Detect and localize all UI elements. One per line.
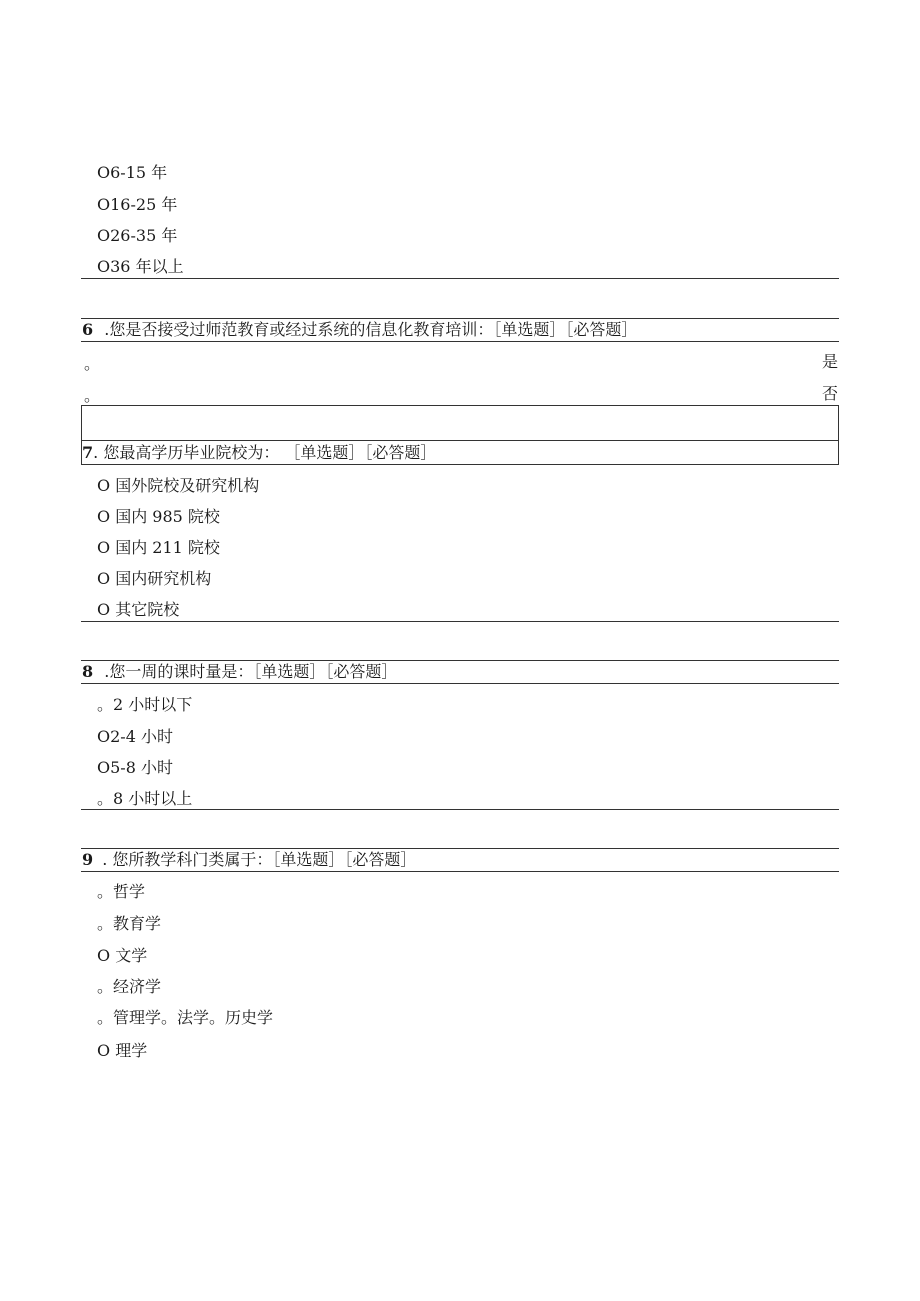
q9-option-1[interactable]: 。哲学 [97, 882, 146, 901]
q9-option-2[interactable]: 。教育学 [97, 914, 162, 933]
q6-title-divider [81, 341, 839, 342]
q9-option-4[interactable]: 。经济学 [97, 977, 162, 996]
q5-option-1[interactable]: O6-15 年 [97, 163, 168, 182]
q7-text: . 您最高学历毕业院校为： ［单选题］［必答题］ [93, 443, 437, 462]
q7-bottom-divider [81, 621, 839, 622]
q9-text: . 您所教学科门类属于：［单选题］［必答题］ [102, 850, 417, 869]
q9-option-5[interactable]: 。管理学。法学。历史学 [97, 1008, 274, 1027]
q7-option-1[interactable]: O 国外院校及研究机构 [97, 476, 260, 495]
q7-option-4[interactable]: O 国内研究机构 [97, 569, 212, 588]
q6-option-no-radio[interactable]: 。 [84, 386, 101, 405]
q9-option-6[interactable]: O 理学 [97, 1041, 148, 1060]
q9-title [82, 849, 416, 871]
q8-title-divider [81, 683, 839, 684]
q9-number: 9 [82, 850, 94, 869]
q5-bottom-divider [81, 278, 839, 279]
q8-option-4[interactable]: 。8 小时以上 [97, 789, 193, 808]
q5-option-4[interactable]: O36 年以上 [97, 257, 184, 276]
q6-option-yes-label[interactable]: 是 [822, 352, 839, 371]
q6-option-yes-radio[interactable]: 。 [84, 354, 101, 373]
q8-option-2[interactable]: O2-4 小时 [97, 727, 173, 746]
q8-option-3[interactable]: O5-8 小时 [97, 758, 173, 777]
q9-title-divider [81, 871, 839, 872]
q7-number: 7 [82, 443, 94, 462]
q9-option-3[interactable]: O 文学 [97, 946, 148, 965]
q5-option-3[interactable]: O26-35 年 [97, 226, 178, 245]
q6-title [82, 319, 637, 341]
q6-text: .您是否接受过师范教育或经过系统的信息化教育培训：［单选题］［必答题］ [104, 320, 638, 339]
q7-title-box-divider [81, 440, 839, 441]
q8-option-1[interactable]: 。2 小时以下 [97, 695, 193, 714]
q6-option-no-label[interactable]: 否 [822, 384, 839, 403]
q8-number: 8 [82, 662, 94, 681]
q8-bottom-divider [81, 809, 839, 810]
q8-text: .您一周的课时量是：［单选题］［必答题］ [104, 662, 398, 681]
q7-option-3[interactable]: O 国内 211 院校 [97, 538, 220, 557]
q6-number: 6 [82, 320, 94, 339]
q5-option-2[interactable]: O16-25 年 [97, 195, 178, 214]
q7-option-5[interactable]: O 其它院校 [97, 600, 180, 619]
q7-option-2[interactable]: O 国内 985 院校 [97, 507, 220, 526]
q7-title [82, 442, 436, 464]
q8-title [82, 661, 397, 683]
